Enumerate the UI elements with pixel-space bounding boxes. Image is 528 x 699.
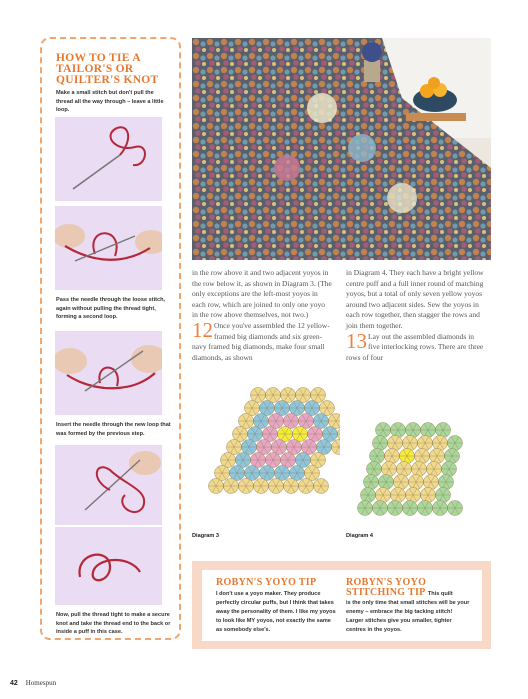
stitching-tip [346, 578, 470, 635]
stitching-tip-text: is the only time that small stitches will be your enemy – embrace the big tacking stitch! Larger stitches give you smaller, tighter centres in the yoyos. [346, 600, 470, 633]
body-col1-text: in the row above it and two adjacent yoyos in the row below it, as shown in Diagram 3. (The only exceptions are the left-most yoyos in each row, which are joined to only one yoyo in the row above themselves, not two.) [192, 268, 332, 320]
step3-image [55, 331, 162, 415]
magazine-brand: Homespun [25, 679, 57, 687]
step4b-image [55, 527, 162, 605]
sidebar-title-line1: HOW TO TIE A [56, 52, 141, 64]
page-number: 42 [10, 680, 18, 687]
step4-text: Now, pull the thread tight to make a secure knot and take the thread end to the back or inside a puff in this case. [56, 612, 171, 636]
body-column-1 [192, 268, 332, 363]
step-number-13: 13 [346, 328, 367, 353]
body-col2-step: Lay out the assembled diamonds in five interlocking rows. There are three rows of four [346, 331, 484, 362]
diagram-3-caption: Diagram 3 [192, 533, 220, 539]
diagram-4-caption: Diagram 4 [346, 533, 374, 539]
step1-image [55, 117, 162, 201]
stitching-tip-lead: This quilt [427, 590, 453, 597]
sidebar-title-line2: TAILOR'S OR [56, 63, 134, 75]
step1-text: Make a small stitch but don't pull the thread all the way through – leave a little loop. [56, 90, 164, 114]
body-col2-text: in Diagram 4. They each have a bright yellow centre puff and a full inner round of matching yoyos, but a total of only seven yellow yoyos around two adjacent sides. Sew the yoyos in each row together, then stagger the rows and join them together. [346, 268, 484, 330]
diagram-4 [345, 420, 491, 528]
stitching-tip-title-line1: ROBYN'S YOYO [346, 577, 427, 588]
step4a-image [55, 445, 162, 525]
page-footer [10, 679, 56, 687]
yoyo-tip-title: ROBYN'S YOYO TIP [216, 577, 317, 588]
stitching-tip-title-line2: STITCHING TIP [346, 586, 426, 598]
yoyo-tip-text: I don't use a yoyo maker. They produce perfectly circular puffs, but I think that takes away the personality of them. I like my yoyos to look like MY yoyos, not exactly the same as somebody else's. [216, 590, 336, 633]
yoyo-tip [216, 578, 338, 635]
step3-text: Insert the needle through the new loop that was formed by the previous step. [56, 422, 171, 437]
quilt-photo [192, 38, 491, 260]
body-column-2 [346, 268, 486, 363]
diagram-3 [190, 385, 340, 530]
body-col1-step: Once you've assembled the 12 yellow-framed big diamonds and six green-navy framed big diamonds, make four small diamonds, as shown [192, 320, 330, 362]
step2-image [55, 206, 162, 290]
stitching-tip-title [346, 578, 470, 599]
step2-text: Pass the needle through the loose stitch, again without pulling the thread tight, forming a second loop. [56, 297, 166, 321]
sidebar-title [56, 53, 169, 86]
tips-box [192, 561, 491, 649]
step-number-12: 12 [192, 317, 213, 342]
sidebar-title-line3: QUILTER'S KNOT [56, 74, 159, 86]
tips-inner [202, 570, 482, 641]
